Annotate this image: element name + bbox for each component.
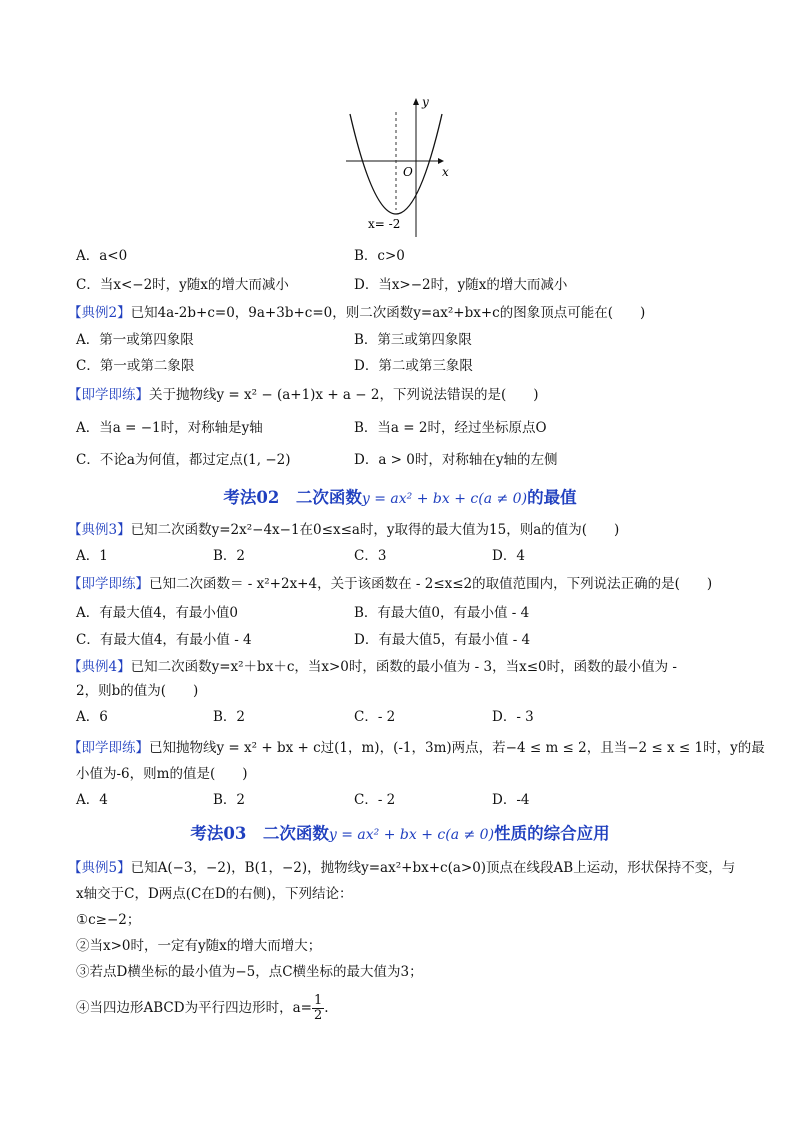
ex4-option-b: B．2: [213, 709, 246, 725]
practice-tag: 【即学即练】: [68, 387, 149, 403]
practice-tag: 【即学即练】: [68, 740, 149, 756]
practice-1: [68, 385, 539, 405]
prac3-option-a: A．4: [76, 792, 108, 808]
ex3-option-b: B．2: [213, 548, 246, 564]
ex3-option-a: A．1: [76, 548, 108, 564]
q1-option-b: B．c>0: [354, 248, 405, 264]
section-2-suffix: 的最值: [527, 488, 577, 507]
prac3-option-d: D．-4: [492, 792, 530, 808]
prac1-option-b: B．当a = 2时，经过坐标原点O: [354, 420, 547, 436]
conclusion-1: ①c≥−2；: [76, 912, 141, 928]
section-3-formula: y = ax² + bx + c(a ≠ 0): [328, 827, 495, 843]
y-axis-label: y: [422, 95, 429, 109]
practice-tag: 【即学即练】: [68, 576, 149, 592]
ex2-option-d: D．第二或第三象限: [354, 358, 473, 374]
example-4: [68, 657, 677, 677]
ex4-option-c: C．- 2: [354, 709, 396, 725]
ex4-option-d: D．- 3: [492, 709, 534, 725]
practice-3-text-2: 小值为-6，则m的值是( ): [76, 766, 248, 782]
parabola-figure: [336, 92, 456, 242]
section-heading-2: [0, 486, 800, 511]
prac1-option-a: A．当a = −1时，对称轴是y轴: [76, 420, 263, 436]
conclusion-4-end: .: [324, 1000, 329, 1016]
prac3-option-c: C．- 2: [354, 792, 396, 808]
example-tag: 【典例2】: [68, 305, 131, 321]
q1-option-a: A．a<0: [76, 248, 128, 264]
practice-3: [68, 738, 765, 758]
practice-1-text: 关于抛物线y = x² − (a+1)x + a − 2，下列说法错误的是( ): [149, 387, 539, 403]
fraction: [312, 994, 324, 1023]
x-axis-label: x: [442, 165, 449, 179]
section-3-suffix: 性质的综合应用: [494, 824, 610, 843]
example-5-text-1: 已知A(−3，−2)，B(1，−2)，抛物线y=ax²+bx+c(a>0)顶点在线段AB上运动，形状保持不变，与: [130, 860, 736, 876]
prac2-option-d: D．有最大值5，有最小值 - 4: [354, 632, 531, 648]
ex2-option-a: A．第一或第四象限: [76, 332, 194, 348]
axis-note: x= -2: [368, 217, 401, 231]
conclusion-4: [76, 994, 329, 1023]
example-5: [68, 858, 735, 878]
example-tag: 【典例4】: [68, 659, 131, 675]
conclusion-4-text: ④当四边形ABCD为平行四边形时，a=: [76, 1000, 312, 1016]
example-tag: 【典例3】: [68, 522, 131, 538]
example-4-text-2: 2，则b的值为( ): [76, 683, 199, 699]
section-2-formula: y = ax² + bx + c(a ≠ 0): [361, 491, 528, 507]
practice-2: [68, 574, 712, 594]
section-heading-3: [0, 822, 800, 847]
ex4-option-a: A．6: [76, 709, 108, 725]
prac1-option-c: C．不论a为何值，都过定点(1, −2): [76, 452, 291, 468]
ex2-option-b: B．第三或第四象限: [354, 332, 472, 348]
prac2-option-a: A．有最大值4，有最小值0: [76, 605, 238, 621]
y-axis-arrow-icon: [413, 98, 419, 105]
section-2-prefix: 考法02 二次函数: [223, 488, 362, 507]
practice-3-text-1: 已知抛物线y = x² + bx + c过(1，m)，(-1，3m)两点，若−4 ≤ m ≤ 2，且当−2 ≤ x ≤ 1时，y的最: [149, 740, 765, 756]
fraction-denominator: 2: [313, 1008, 323, 1023]
section-3-prefix: 考法03 二次函数: [190, 824, 329, 843]
origin-label: O: [403, 165, 413, 179]
prac3-option-b: B．2: [213, 792, 246, 808]
example-4-text-1: 已知二次函数y=x²＋bx＋c，当x>0时，函数的最小值为 - 3，当x≤0时，函数的最小值为 -: [130, 659, 677, 675]
ex3-option-c: C．3: [354, 548, 387, 564]
example-2: [68, 303, 645, 323]
prac2-option-b: B．有最大值0，有最小值 - 4: [354, 605, 530, 621]
example-2-text: 已知4a-2b+c=0，9a+3b+c=0，则二次函数y=ax²+bx+c的图象顶点可能在( ): [130, 305, 646, 321]
q1-option-d: D．当x>−2时，y随x的增大而减小: [354, 277, 568, 293]
prac1-option-d: D．a > 0时，对称轴在y轴的左侧: [354, 452, 558, 468]
example-tag: 【典例5】: [68, 860, 131, 876]
example-5-text-2: x轴交于C，D两点(C在D的右侧)，下列结论：: [76, 886, 353, 902]
practice-2-text: 已知二次函数＝ - x²+2x+4，关于该函数在 - 2≤x≤2的取值范围内，下列说法正确的是( ): [149, 576, 713, 592]
example-3-text: 已知二次函数y=2x²−4x−1在0≤x≤a时，y取得的最大值为15，则a的值为( ): [130, 522, 620, 538]
conclusion-2: ②当x>0时，一定有y随x的增大而增大；: [76, 938, 322, 954]
ex3-option-d: D．4: [492, 548, 525, 564]
x-axis-arrow-icon: [438, 158, 444, 164]
conclusion-3: ③若点D横坐标的最小值为−5，点C横坐标的最大值为3；: [76, 964, 423, 980]
q1-option-c: C．当x<−2时，y随x的增大而减小: [76, 277, 289, 293]
ex2-option-c: C．第一或第二象限: [76, 358, 195, 374]
fraction-numerator: 1: [313, 993, 323, 1008]
prac2-option-c: C．有最大值4，有最小值 - 4: [76, 632, 252, 648]
example-3: [68, 520, 619, 540]
